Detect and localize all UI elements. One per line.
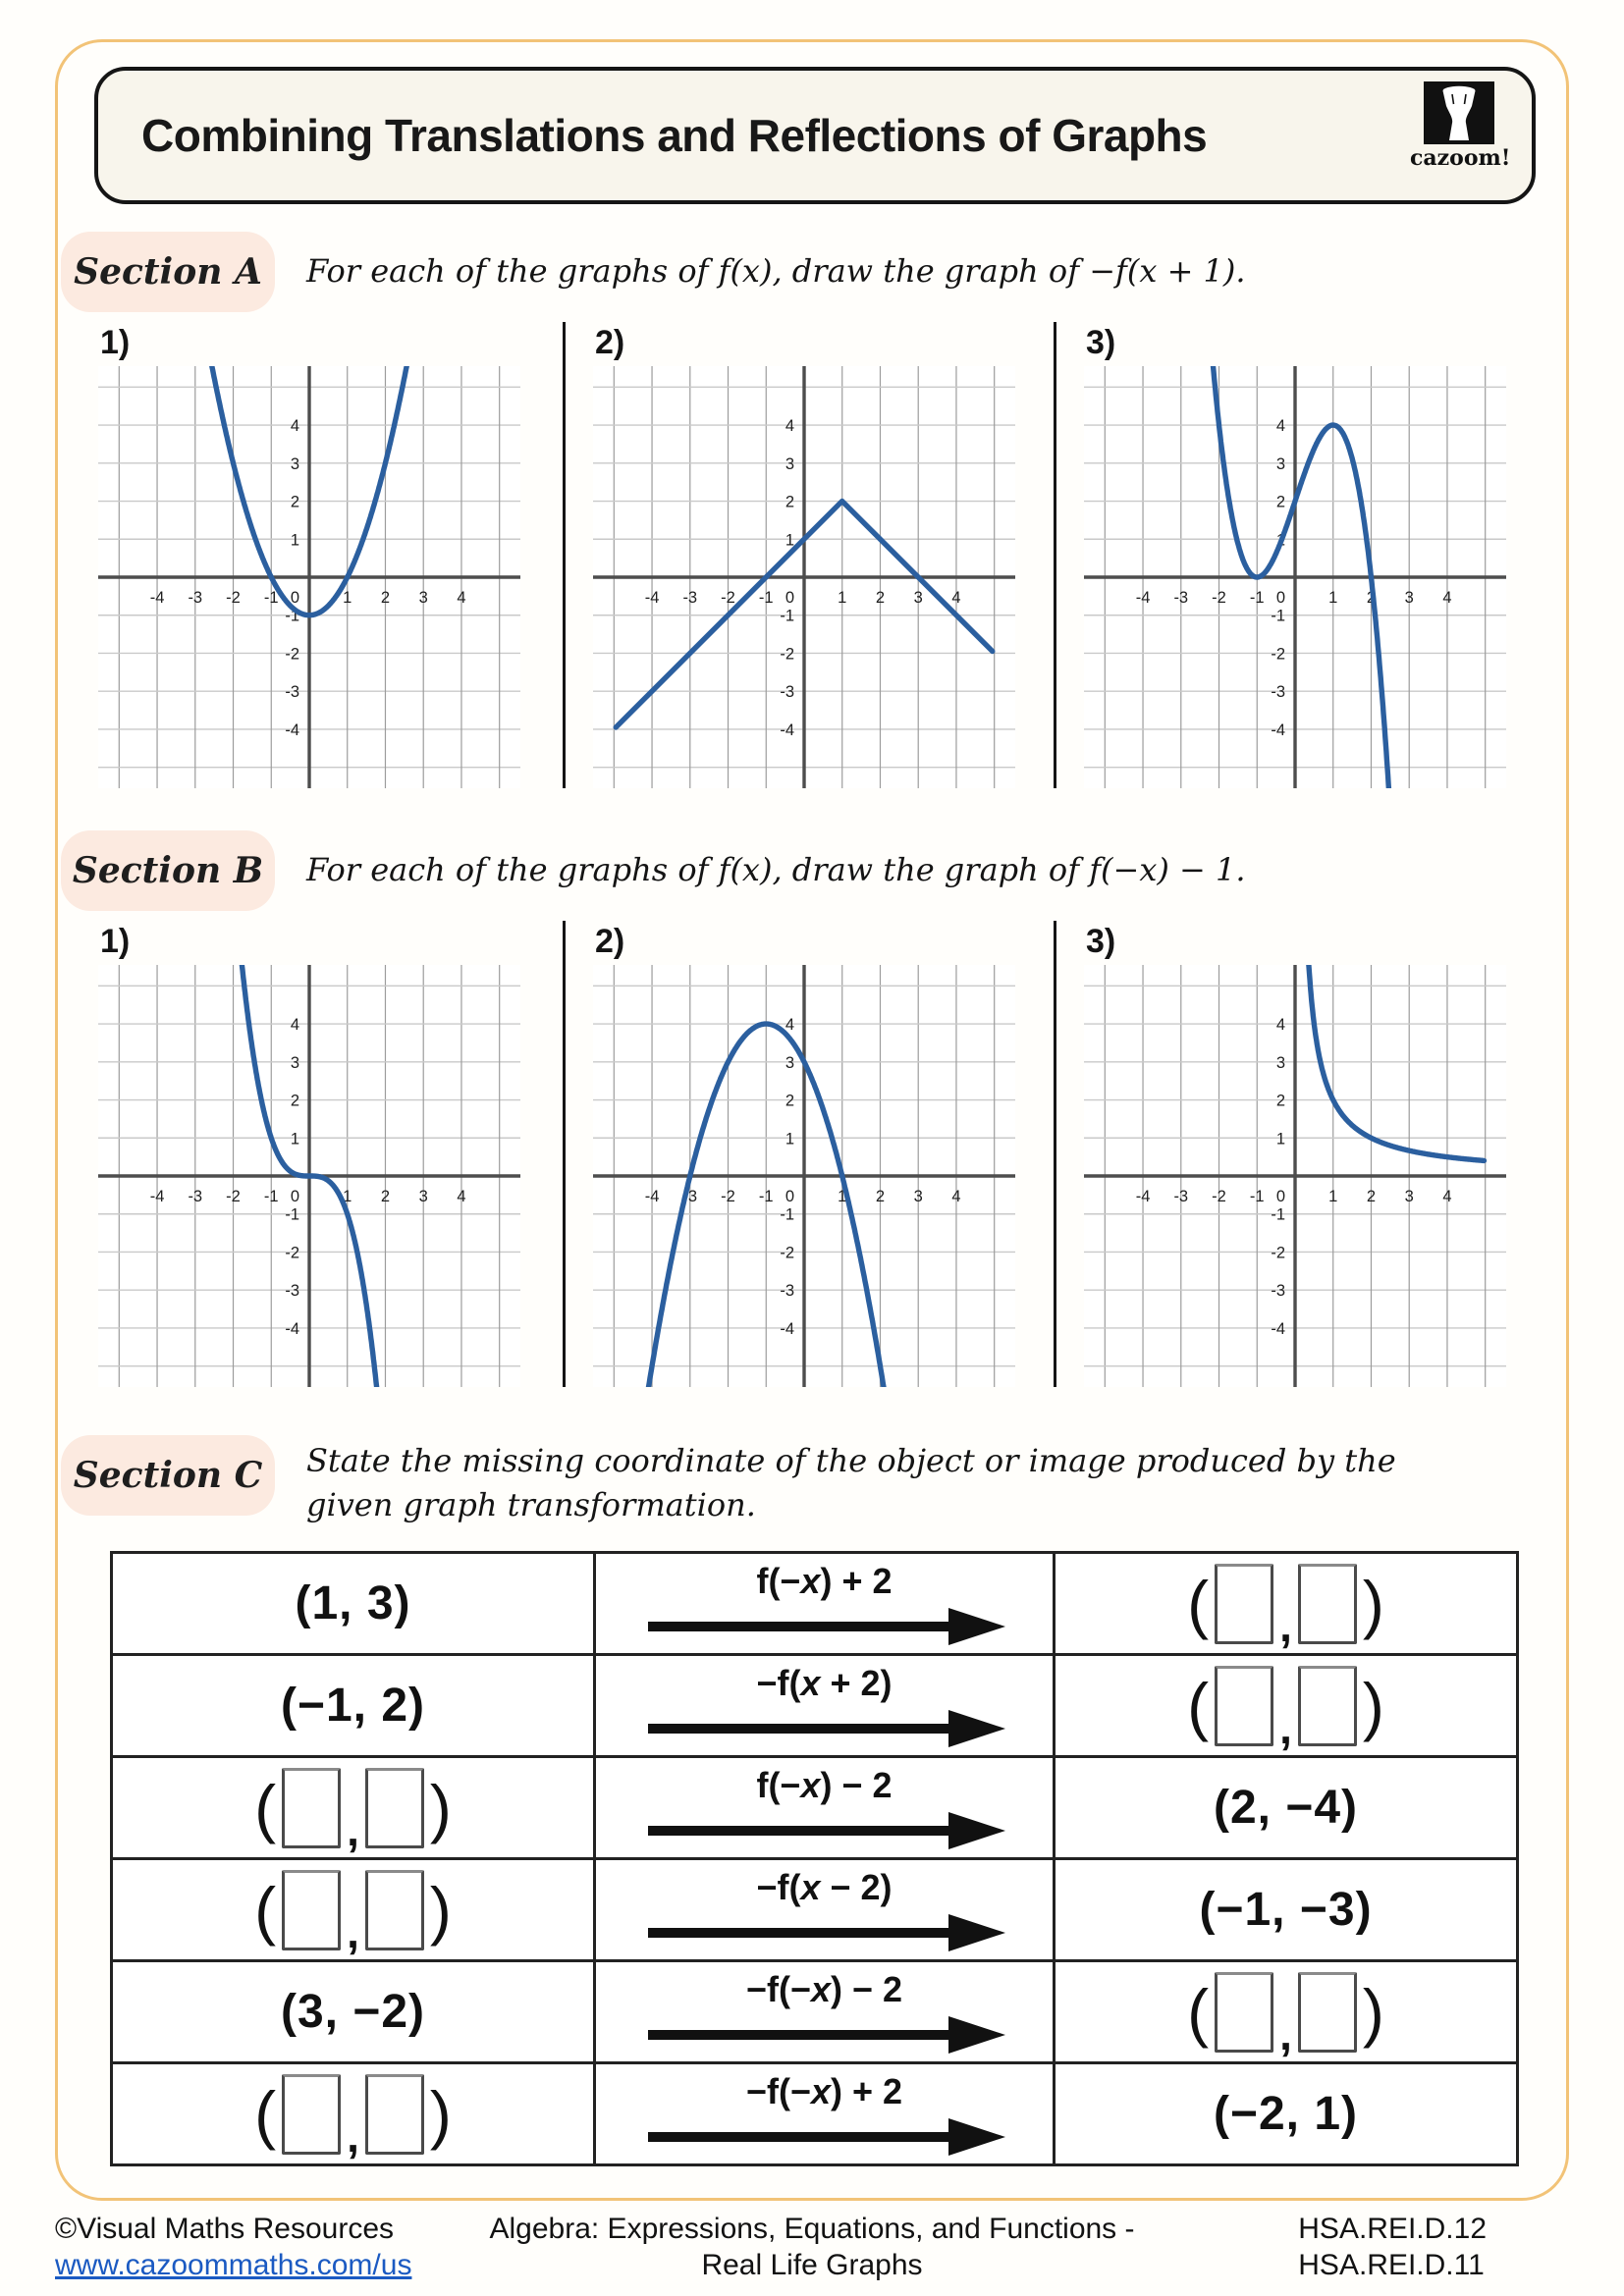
answer-box[interactable] <box>1298 1564 1357 1644</box>
graph-plot-b3 <box>1084 965 1506 1387</box>
svg-text:4: 4 <box>1442 589 1452 607</box>
transformation-label: −f(x − 2) <box>756 1866 893 1907</box>
svg-text:2: 2 <box>785 493 794 511</box>
svg-text:-1: -1 <box>1249 589 1265 607</box>
answer-box[interactable] <box>282 1870 341 1950</box>
svg-text:2: 2 <box>290 1092 299 1110</box>
transformation-arrow <box>638 1606 1011 1647</box>
svg-text:4: 4 <box>457 1188 466 1205</box>
open-paren: ( <box>254 1771 277 1844</box>
transformation-arrow <box>638 1708 1011 1749</box>
graph-cell-b3 <box>1054 921 1530 1387</box>
answer-box[interactable] <box>1215 1972 1273 2053</box>
image-cell <box>1055 2063 1518 2165</box>
object-cell <box>112 1655 595 1757</box>
table-row <box>112 1757 1518 1859</box>
svg-text:-1: -1 <box>285 607 299 625</box>
table-row <box>112 2063 1518 2165</box>
transform-cell <box>595 1655 1055 1757</box>
drum-icon <box>1423 80 1495 145</box>
svg-text:2: 2 <box>875 1188 886 1205</box>
table-row <box>112 1553 1518 1655</box>
transformation-label: f(−x) − 2 <box>756 1764 893 1805</box>
svg-text:-1: -1 <box>780 1205 794 1224</box>
comma: , <box>347 1905 359 1957</box>
svg-text:2: 2 <box>380 589 391 607</box>
transformation-label: −f(−x) − 2 <box>745 1968 903 2009</box>
svg-text:4: 4 <box>951 1188 961 1205</box>
answer-box[interactable] <box>1215 1564 1273 1644</box>
open-paren: ( <box>254 1873 277 1947</box>
object-cell <box>112 1859 595 1961</box>
svg-text:1: 1 <box>1275 1130 1285 1148</box>
transformation-arrow <box>638 2014 1011 2056</box>
svg-text:3: 3 <box>913 1188 923 1205</box>
graph-plot-b2 <box>593 965 1015 1387</box>
transformation-arrow <box>638 1912 1011 1953</box>
svg-text:1: 1 <box>1328 589 1338 607</box>
svg-text:2: 2 <box>875 589 886 607</box>
svg-text:1: 1 <box>290 1130 299 1148</box>
svg-text:4: 4 <box>785 1016 794 1035</box>
svg-text:-3: -3 <box>1173 1188 1189 1205</box>
svg-text:-3: -3 <box>780 683 794 702</box>
transformation-arrow <box>638 2116 1011 2158</box>
graph-plot-b1 <box>98 965 520 1387</box>
open-paren: ( <box>1187 1567 1210 1640</box>
section-b-instruction: For each of the graphs of f(x), draw the graph of f(−x) − 1. <box>306 851 1246 888</box>
svg-text:3: 3 <box>290 454 299 473</box>
svg-text:-1: -1 <box>758 589 774 607</box>
close-paren: ) <box>429 2077 452 2151</box>
transformation-arrow <box>638 1810 1011 1851</box>
transform-cell <box>595 1961 1055 2063</box>
svg-text:1: 1 <box>343 1188 352 1205</box>
svg-text:2: 2 <box>785 1092 794 1110</box>
svg-text:-4: -4 <box>285 721 299 739</box>
graph-number: 2) <box>595 923 625 960</box>
copyright-text: ©Visual Maths Resources <box>55 2213 395 2245</box>
graph-cell-a3 <box>1054 322 1530 788</box>
svg-text:-2: -2 <box>285 1244 299 1262</box>
svg-text:-3: -3 <box>682 1188 698 1205</box>
svg-text:-3: -3 <box>1271 1282 1285 1301</box>
transform-cell <box>595 1553 1055 1655</box>
comma: , <box>347 2109 359 2162</box>
image-cell <box>1055 1553 1518 1655</box>
svg-text:-3: -3 <box>285 683 299 702</box>
graph-number: 3) <box>1086 324 1116 361</box>
answer-box[interactable] <box>1215 1666 1273 1746</box>
svg-text:-4: -4 <box>1135 1188 1151 1205</box>
image-cell <box>1055 1859 1518 1961</box>
graph-cell-a2 <box>563 322 1054 788</box>
svg-text:0: 0 <box>290 589 299 607</box>
subject-line1: Algebra: Expressions, Equations, and Functions - <box>489 2213 1135 2245</box>
image-coordinate: (−2, 1) <box>1213 2088 1359 2140</box>
svg-text:0: 0 <box>1275 589 1285 607</box>
cazoom-logo <box>1410 80 1511 171</box>
svg-text:-4: -4 <box>1271 1319 1285 1338</box>
answer-box[interactable] <box>365 1870 424 1950</box>
transform-cell <box>595 1757 1055 1859</box>
graph-number: 1) <box>100 923 131 960</box>
graph-number: 2) <box>595 324 625 361</box>
svg-text:4: 4 <box>1275 1016 1285 1035</box>
header <box>94 67 1536 204</box>
svg-text:0: 0 <box>1275 1188 1285 1205</box>
object-coordinate: (1, 3) <box>295 1577 411 1629</box>
section-c-instruction: State the missing coordinate of the object or image produced by the given graph transformation. <box>306 1442 1396 1523</box>
svg-text:-4: -4 <box>644 589 660 607</box>
brand-text: cazoom! <box>1410 145 1511 171</box>
svg-text:4: 4 <box>1442 1188 1452 1205</box>
svg-text:1: 1 <box>785 531 794 550</box>
answer-box[interactable] <box>282 1768 341 1848</box>
svg-text:0: 0 <box>290 1188 299 1205</box>
svg-text:3: 3 <box>785 1053 794 1072</box>
svg-text:3: 3 <box>1275 454 1285 473</box>
svg-text:-2: -2 <box>721 589 735 607</box>
svg-text:0: 0 <box>785 1188 794 1205</box>
graph-plot-a1 <box>98 366 520 788</box>
svg-text:-2: -2 <box>1271 1244 1285 1262</box>
svg-text:0: 0 <box>785 589 794 607</box>
svg-text:2: 2 <box>290 493 299 511</box>
svg-text:2: 2 <box>1366 589 1377 607</box>
svg-text:-1: -1 <box>758 1188 774 1205</box>
svg-text:-4: -4 <box>780 1319 794 1338</box>
svg-text:-4: -4 <box>1135 589 1151 607</box>
table-row <box>112 1859 1518 1961</box>
section-c-label: Section C <box>61 1435 275 1516</box>
svg-text:-2: -2 <box>226 1188 241 1205</box>
section-b-label: Section B <box>61 830 275 911</box>
svg-text:4: 4 <box>290 417 299 436</box>
svg-text:2: 2 <box>1275 1092 1285 1110</box>
svg-text:3: 3 <box>1404 1188 1414 1205</box>
svg-text:1: 1 <box>290 531 299 550</box>
svg-text:3: 3 <box>290 1053 299 1072</box>
comma: , <box>1279 2007 1292 2059</box>
section-a-instruction: For each of the graphs of f(x), draw the graph of −f(x + 1). <box>306 252 1246 290</box>
svg-text:-1: -1 <box>263 1188 279 1205</box>
answer-box[interactable] <box>1298 1666 1357 1746</box>
svg-text:-3: -3 <box>682 589 698 607</box>
close-paren: ) <box>1362 1669 1384 1742</box>
svg-text:-3: -3 <box>188 1188 203 1205</box>
transformation-label: −f(x + 2) <box>756 1662 893 1703</box>
svg-text:-1: -1 <box>263 589 279 607</box>
svg-text:1: 1 <box>838 1188 847 1205</box>
svg-text:4: 4 <box>951 589 961 607</box>
svg-text:-2: -2 <box>285 645 299 664</box>
graph-number: 3) <box>1086 923 1116 960</box>
svg-text:-4: -4 <box>285 1319 299 1338</box>
image-coordinate: (2, −4) <box>1213 1782 1359 1834</box>
answer-box[interactable] <box>282 2074 341 2155</box>
svg-text:-3: -3 <box>1173 589 1189 607</box>
close-paren: ) <box>429 1771 452 1844</box>
svg-text:1: 1 <box>785 1130 794 1148</box>
svg-text:3: 3 <box>418 589 428 607</box>
svg-text:3: 3 <box>1404 589 1414 607</box>
svg-text:3: 3 <box>785 454 794 473</box>
svg-text:-2: -2 <box>1212 1188 1226 1205</box>
svg-text:4: 4 <box>785 417 794 436</box>
comma: , <box>1279 1701 1292 1753</box>
graph-plot-a2 <box>593 366 1015 788</box>
transformation-table <box>110 1551 1519 2166</box>
answer-box[interactable] <box>1298 1972 1357 2053</box>
website-link[interactable]: www.cazoommaths.com/us <box>55 2249 412 2281</box>
svg-text:1: 1 <box>838 589 847 607</box>
svg-text:-1: -1 <box>1271 1205 1285 1224</box>
standard-code-1: HSA.REI.D.12 <box>1298 2213 1487 2245</box>
table-row <box>112 1961 1518 2063</box>
footer-left <box>55 2211 411 2283</box>
svg-text:-2: -2 <box>721 1188 735 1205</box>
section-b-graphs <box>94 921 1530 1387</box>
graph-cell-a1 <box>94 322 563 788</box>
svg-text:-1: -1 <box>1249 1188 1265 1205</box>
page-title: Combining Translations and Reflections of Graphs <box>141 110 1208 161</box>
transform-cell <box>595 1859 1055 1961</box>
svg-text:-4: -4 <box>1271 721 1285 739</box>
graph-plot-a3 <box>1084 366 1506 788</box>
svg-text:-2: -2 <box>780 645 794 664</box>
svg-text:4: 4 <box>290 1016 299 1035</box>
svg-text:-4: -4 <box>644 1188 660 1205</box>
svg-text:-3: -3 <box>285 1282 299 1301</box>
object-cell <box>112 2063 595 2165</box>
transform-cell <box>595 2063 1055 2165</box>
svg-text:4: 4 <box>1275 417 1285 436</box>
svg-text:-2: -2 <box>1271 645 1285 664</box>
subject-line2: Real Life Graphs <box>701 2249 923 2281</box>
image-cell <box>1055 1655 1518 1757</box>
svg-text:4: 4 <box>457 589 466 607</box>
graph-number: 1) <box>100 324 131 361</box>
graph-cell-b1 <box>94 921 563 1387</box>
svg-text:-1: -1 <box>285 1205 299 1224</box>
svg-text:-1: -1 <box>1271 607 1285 625</box>
transformation-label: −f(−x) + 2 <box>745 2070 903 2111</box>
svg-text:1: 1 <box>1328 1188 1338 1205</box>
svg-text:-3: -3 <box>1271 683 1285 702</box>
close-paren: ) <box>1362 1567 1384 1640</box>
object-cell <box>112 1961 595 2063</box>
svg-text:-3: -3 <box>780 1282 794 1301</box>
footer-right <box>1298 2211 1487 2283</box>
object-cell <box>112 1553 595 1655</box>
transformation-label: f(−x) + 2 <box>756 1560 893 1601</box>
comma: , <box>347 1803 359 1855</box>
standard-code-2: HSA.REI.D.11 <box>1298 2249 1485 2281</box>
object-cell <box>112 1757 595 1859</box>
svg-text:-1: -1 <box>780 607 794 625</box>
svg-text:-2: -2 <box>226 589 241 607</box>
close-paren: ) <box>1362 1975 1384 2049</box>
answer-box[interactable] <box>365 1768 424 1848</box>
svg-text:2: 2 <box>1275 493 1285 511</box>
svg-text:-4: -4 <box>780 721 794 739</box>
svg-text:2: 2 <box>1366 1188 1377 1205</box>
image-cell <box>1055 1961 1518 2063</box>
svg-text:3: 3 <box>1275 1053 1285 1072</box>
open-paren: ( <box>1187 1975 1210 2049</box>
graph-cell-b2 <box>563 921 1054 1387</box>
svg-text:-4: -4 <box>149 589 165 607</box>
transformation-table-body <box>112 1553 1518 2165</box>
object-coordinate: (3, −2) <box>280 1986 426 2038</box>
svg-text:3: 3 <box>913 589 923 607</box>
section-a-label: Section A <box>61 232 275 312</box>
open-paren: ( <box>254 2077 277 2151</box>
svg-text:-3: -3 <box>188 589 203 607</box>
footer-center <box>390 2211 1234 2283</box>
section-a-graphs <box>94 322 1530 788</box>
table-row <box>112 1655 1518 1757</box>
object-coordinate: (−1, 2) <box>280 1680 426 1732</box>
answer-box[interactable] <box>365 2074 424 2155</box>
image-coordinate: (−1, −3) <box>1199 1884 1373 1936</box>
svg-text:1: 1 <box>343 589 352 607</box>
image-cell <box>1055 1757 1518 1859</box>
svg-text:3: 3 <box>418 1188 428 1205</box>
svg-text:-2: -2 <box>780 1244 794 1262</box>
open-paren: ( <box>1187 1669 1210 1742</box>
close-paren: ) <box>429 1873 452 1947</box>
comma: , <box>1279 1599 1292 1651</box>
svg-text:-4: -4 <box>149 1188 165 1205</box>
svg-text:2: 2 <box>380 1188 391 1205</box>
svg-text:1: 1 <box>1275 531 1285 550</box>
svg-text:-2: -2 <box>1212 589 1226 607</box>
